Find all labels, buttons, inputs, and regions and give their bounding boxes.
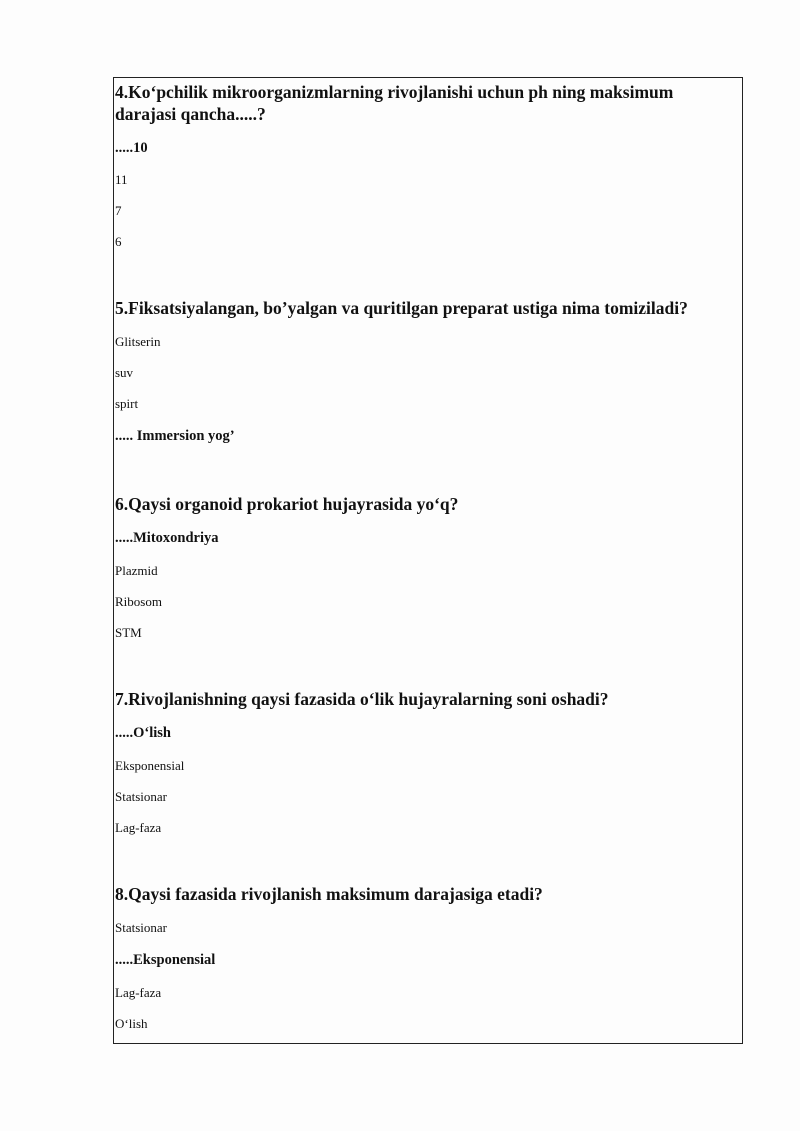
question-6-option-c: Ribosom [115,594,162,609]
question-4-text: 4.Ko‘pchilik mikroorganizmlarning rivojlanishi uchun ph ning maksimum darajasi qancha.....? [115,82,674,124]
question-5-option-c: spirt [115,396,139,411]
question-4-option-d: 6 [115,234,122,249]
question-8-option-a: Statsionar [115,920,167,935]
question-5-option-b: suv [115,365,134,380]
question-6-option-b: Plazmid [115,563,158,578]
question-table [113,77,743,1044]
question-6-text: 6.Qaysi organoid prokariot hujayrasida yo‘q? [115,494,459,514]
question-4-option-c: 7 [115,203,122,218]
question-6-option-a: .....Mitoxondriya [115,530,219,546]
question-7-option-c: Statsionar [115,789,167,804]
question-4-option-b: 11 [115,172,128,187]
question-5-text: 5.Fiksatsiyalangan, bo’yalgan va quritilgan preparat ustiga nima tomiziladi? [115,298,688,318]
question-8-option-b: .....Eksponensial [115,952,216,968]
question-8-text: 8.Qaysi fazasida rivojlanish maksimum darajasiga etadi? [115,884,543,904]
question-8-option-d: O‘lish [115,1016,148,1031]
question-4-option-a: .....10 [115,140,148,156]
question-7-option-b: Eksponensial [115,758,185,773]
question-5-option-a: Glitserin [115,334,161,349]
question-8-option-c: Lag-faza [115,985,162,1000]
question-6-option-d: STM [115,625,142,640]
question-5-option-d: ..... Immersion yog’ [115,428,235,444]
question-7-option-d: Lag-faza [115,820,162,835]
question-7-option-a: .....O‘lish [115,725,171,741]
question-7-text: 7.Rivojlanishning qaysi fazasida o‘lik hujayralarning soni oshadi? [115,689,609,709]
